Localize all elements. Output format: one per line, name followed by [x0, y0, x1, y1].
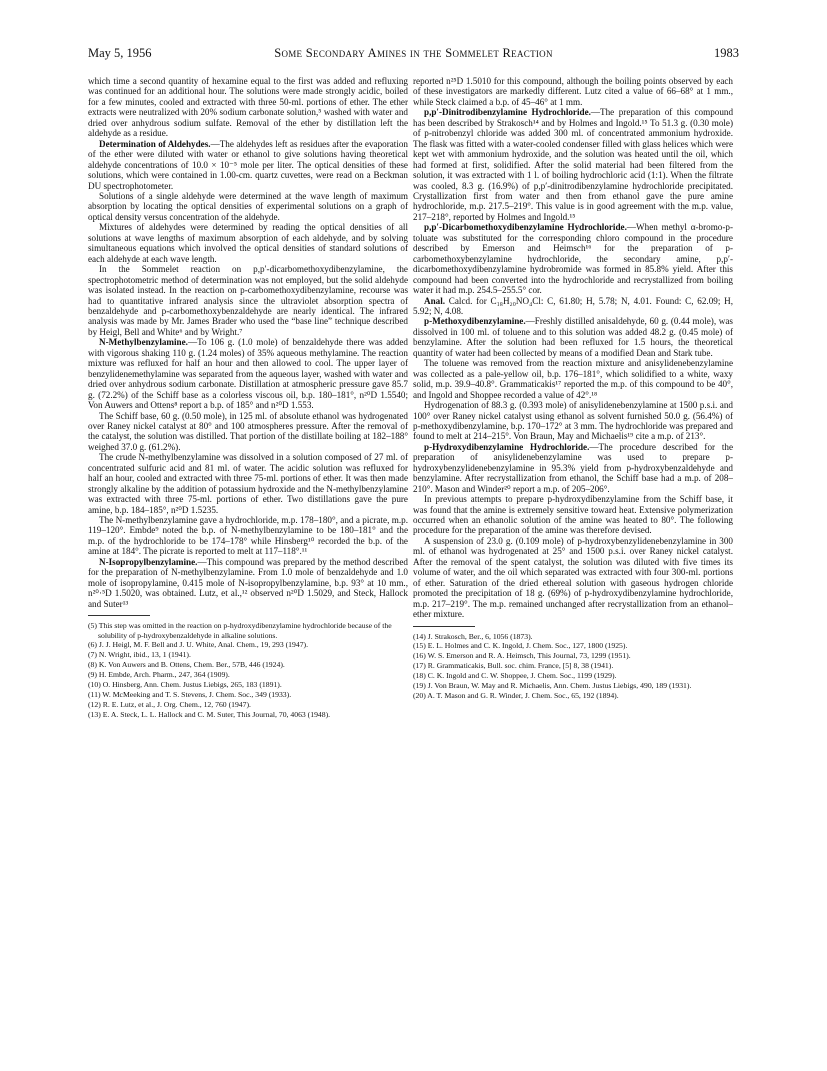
footnote: (8) K. Von Auwers and B. Ottens, Chem. Ber., 57B, 446 (1924).	[88, 660, 285, 670]
paragraph-text: In the Sommelet reaction on p,p′-dicarbomethoxydibenzylamine, the spectrophotometric method of determination was not employed, but the solid aldehyde was isolated instead. In the reaction on p-carbomethoxydibenzylamine, recourse was had to quantitative infrared analysis since the ultraviolet absorption spectra of benzaldehyde and p-carbomethoxybenzaldehyde are nearly identical. The infrared analysis was made by Mr. James Brader who used the “base line” technique described by Heigl, Bell and White⁶ and by Wright.⁷	[88, 264, 408, 337]
paragraph	[88, 515, 408, 557]
paragraph	[413, 76, 733, 107]
paragraph	[88, 76, 408, 139]
header-title: Some Secondary Amines in the Sommelet Reaction	[274, 46, 553, 60]
section-heading: N-Methylbenzylamine.	[99, 337, 188, 348]
paragraph	[88, 264, 408, 337]
section-heading: p,p′-Dinitrodibenzylamine Hydrochloride.	[424, 107, 591, 118]
header-date: May 5, 1956	[88, 46, 152, 60]
paragraph-text: —This compound was prepared by the method described for the preparation of N-methylbenzylamine. From 1.0 mole of benzaldehyde and 1.0 mole of isopropylamine, 0.415 mole of N-isopropylbenzylamine, b.p. 93° at 10 mm., n²⁰·⁵D 1.5020, was obtained. Lutz, et al.,¹² observed n²⁰D 1.5029, and Steck, Hallock and Suter¹³	[88, 556, 408, 609]
paragraph	[413, 107, 733, 222]
paragraph-text: reported n²⁵D 1.5010 for this compound, although the boiling points observed by each of these investigators are markedly different. Lutz cited a value of 66–68° at 1 mm., while Steck claimed a b.p. of 45–46° at 1 mm.	[413, 76, 733, 107]
footnote: (7) N. Wright, ibid., 13, 1 (1941).	[88, 650, 191, 660]
left-footnotes	[88, 621, 408, 719]
footnote: (17) R. Grammaticakis, Bull. soc. chim. France, [5] 8, 38 (1941).	[413, 661, 614, 671]
section-heading: Anal.	[424, 295, 446, 306]
paragraph-text: —Freshly distilled anisaldehyde, 60 g. (0.44 mole), was dissolved in 100 ml. of toluene and to this solution was added 48.2 g. (0.45 mole) of benzylamine. After the solution had been refluxed for 1.5 hours, the theoretical quantity of water had been collected by means of a modified Dean and Stark tube.	[413, 316, 733, 358]
right-column	[413, 76, 733, 701]
paragraph-text: Hydrogenation of 88.3 g. (0.393 mole) of anisylidenebenzylamine at 1500 p.s.i. and 100° over Raney nickel catalyst using ethanol as solvent furnished 50.0 g. (56.4%) of p-methoxydibenzylamine, b.p. 170–172° at 3 mm. The hydrochloride was prepared and found to melt at 214–215°. Von Braun, May and Michaelis¹⁹ cite a m.p. of 213°.	[413, 400, 733, 442]
paragraph-text: In previous attempts to prepare p-hydroxydibenzylamine from the Schiff base, it was found that the amine is extremely sensitive toward heat. Extensive polymerization occurred when an ethanolic solution of the amine was heated to 80°. The following procedure for the preparation of the amine was therefore devised.	[413, 494, 733, 536]
paragraph-text: Mixtures of aldehydes were determined by reading the optical densities of all solutions at wave lengths of maximum absorption of each aldehyde, and by solving simultaneous equations which involved the optical densities of standard solutions of each aldehyde at each wave length.	[88, 222, 408, 264]
footnote: (14) J. Strakosch, Ber., 6, 1056 (1873).	[413, 631, 533, 641]
section-heading: p-Methoxydibenzylamine.	[424, 316, 526, 327]
footnote-rule	[413, 626, 475, 627]
footnote-rule	[88, 615, 150, 616]
left-column	[88, 76, 408, 720]
paragraph-text: —The procedure described for the preparation of anisylidenebenzylamine was used to prepare p-hydroxybenzylidenebenzylamine in 95.3% yield from p-hydroxybenzaldehyde and benzylamine. After recrystallization from ethanol, the Schiff base had a m.p. of 208–210°. Mason and Winder²⁰ report a m.p. of 205–206°.	[413, 441, 733, 494]
footnote: (13) E. A. Steck, L. L. Hallock and C. M. Suter, This Journal, 70, 4063 (1948).	[88, 709, 331, 719]
paragraph-text: which time a second quantity of hexamine equal to the first was added and refluxing was continued for an additional hour. The solutions were made strongly acidic, boiled for a few minutes, cooled and extracted with three 50-ml. portions of ether. The ether extracts were neutralized with 20% sodium carbonate solution,⁵ washed with water and dried over anhydrous sodium sulfate. Removal of the ether by distillation left the aldehyde as a residue.	[88, 76, 408, 139]
paragraph-text: —The preparation of this compound has been described by Strakosch¹⁴ and by Holmes and Ingold.¹⁵ To 51.3 g. (0.30 mole) of p-nitrobenzyl chloride was added 300 ml. of concentrated ammonium hydroxide. The flask was fitted with a water-cooled condenser filled with glass helices which were kept wet with ammonium hydroxide, and the solution was heated until the oil, which had formed at first, solidified. After the solid material had been filtered from the solution, it was extracted with 1 l. of boiling hydrochloric acid (1:1). When the filtrate was cooled, 8.3 g. (16.9%) of p,p′-dinitrodibenzylamine hydrochloride precipitated. Crystallization first from water and then from ethanol gave the pure amine hydrochloride, m.p. 217.5–219°. This value is in good agreement with the m.p. value, 217–218°, reported by Holmes and Ingold.¹⁵	[413, 107, 734, 222]
section-heading: N-Isopropylbenzylamine.	[99, 556, 198, 567]
paragraph	[88, 411, 408, 453]
paragraph	[413, 494, 733, 536]
paragraph-text: The N-methylbenzylamine gave a hydrochloride, m.p. 178–180°, and a picrate, m.p. 119–120°. Embde⁹ noted the b.p. of N-methylbenzylamine to be 180–181° and the m.p. of the hydrochloride to be 174–178° while Hinsberg¹⁰ recorded the b.p. of the amine at 184°. The picrate is reported to melt at 117–118°.¹¹	[88, 515, 408, 557]
paragraph-text: —To 106 g. (1.0 mole) of benzaldehyde there was added with vigorous shaking 110 g. (1.24 moles) of 35% aqueous methylamine. The reaction mixture was refluxed for half an hour and then allowed to cool. The upper layer of benzylidenemethylamine was separated from the aqueous layer, washed with water and dried over anhydrous sodium carbonate. Distillation at atmospheric pressure gave 85.7 g. (72.2%) of the Schiff base as a colorless viscous oil, b.p. 180–181°, n²⁰D 1.5540; Von Auwers and Ottens⁸ report a b.p. of 185° and n²⁰D 1.553.	[88, 337, 408, 411]
paragraph-text: —The aldehydes left as residues after the evaporation of the ether were diluted with water or ethanol to give solutions having theoretical aldehyde concentrations of 10.0 × 10⁻⁵ mole per liter. The optical densities of these solutions, which were contained in 1.00-cm. quartz cuvettes, were read on a Beckman DU spectrophotometer.	[88, 138, 408, 191]
paragraph	[413, 316, 733, 358]
paragraph	[413, 296, 733, 317]
footnote: (10) O. Hinsberg, Ann. Chem. Justus Liebigs, 265, 183 (1891).	[88, 680, 282, 690]
paragraph	[88, 337, 408, 410]
paragraph-text: The crude N-methylbenzylamine was dissolved in a solution composed of 27 ml. of concentrated sulfuric acid and 81 ml. of water. The acidic solution was refluxed for half an hour, cooled and extracted with three 75-ml. portions of ether. It was then made strongly alkaline by the addition of potassium hydroxide and the N-methylbenzylamine was extracted with three 75-ml. portions of ether. Two distillations gave the pure amine, b.p. 184–185°, n²⁰D 1.5235.	[88, 452, 408, 515]
paragraph	[413, 536, 733, 620]
paragraph-text: The Schiff base, 60 g. (0.50 mole), in 125 ml. of absolute ethanol was hydrogenated over Raney nickel catalyst at 80° and 100 atmospheres pressure. After the removal of the catalyst, the solution was distilled. That portion of the distillate boiling at 182–188° weighed 37.0 g. (61.2%).	[88, 410, 408, 452]
section-heading: p,p′-Dicarbomethoxydibenzylamine Hydrochloride.	[424, 222, 627, 233]
running-header	[88, 46, 739, 62]
paragraph	[88, 222, 408, 264]
left-column-body	[88, 76, 408, 609]
footnote: (9) H. Embde, Arch. Pharm., 247, 364 (1909).	[88, 670, 230, 680]
footnote: (20) A. T. Mason and G. R. Winder, J. Chem. Soc., 65, 192 (1894).	[413, 691, 619, 700]
paragraph	[413, 442, 733, 494]
paragraph	[413, 222, 733, 295]
paragraph	[88, 139, 408, 191]
paragraph-text: A suspension of 23.0 g. (0.109 mole) of p-hydroxybenzylidenebenzylamine in 300 ml. of ethanol was hydrogenated at 25° and 1500 p.s.i. over Raney nickel catalyst. After the removal of the spent catalyst, the solution was diluted with five times its volume of water, and the oil which separated was extracted with four 300-ml. portions of ether. Saturation of the dried ethereal solution with gaseous hydrogen chloride promoted the precipitation of 18 g. (69%) of p-hydroxydibenzylamine hydrochloride, m.p. 217–219°. The m.p. remained unchanged after recrystallization from an ethanol–ether mixture.	[413, 535, 733, 620]
footnote: (19) J. Von Braun, W. May and R. Michaelis, Ann. Chem. Justus Liebigs, 490, 189 (1931).	[413, 681, 692, 691]
footnote: (16) W. S. Emerson and R. A. Heimsch, This Journal, 73, 1299 (1951).	[413, 651, 631, 661]
footnote: (6) J. J. Heigl, M. F. Bell and J. U. White, Anal. Chem., 19, 293 (1947).	[88, 640, 309, 650]
paragraph	[413, 358, 733, 400]
paragraph	[88, 191, 408, 222]
footnote: (15) E. L. Holmes and C. K. Ingold, J. Chem. Soc., 127, 1800 (1925).	[413, 641, 628, 651]
footnote: (5) This step was omitted in the reaction on p-hydroxydibenzylamine hydrochloride because of the solubility of p-hydroxybenzaldehyde in alkaline solutions.	[88, 621, 392, 640]
paragraph	[413, 400, 733, 442]
paragraph-text: Calcd. for C₁₈H₂₀NO₄Cl: C, 61.80; H, 5.78; N, 4.01. Found: C, 62.09; H, 5.92; N, 4.08.	[413, 295, 733, 316]
footnote: (18) C. K. Ingold and C. W. Shoppee, J. Chem. Soc., 1199 (1929).	[413, 671, 617, 681]
right-footnotes	[413, 632, 733, 701]
footnote: (11) W. McMeeking and T. S. Stevens, J. Chem. Soc., 349 (1933).	[88, 689, 292, 699]
paragraph-text: —When methyl α-bromo-p-toluate was substituted for the corresponding chloro compound in the procedure described by Emerson and Heimsch¹⁶ for the preparation of p-carbomethoxybenzylamine hydrochloride, the secondary amine, p,p′-dicarbomethoxydibenzylamine hydrobromide was formed in 85.8% yield. After this compound had been converted into the hydrochloride and recrystallized from boiling water it had m.p. 254.5–255.5° cor.	[413, 222, 734, 296]
section-heading: p-Hydroxydibenzylamine Hydrochloride.	[424, 441, 590, 452]
page-number: 1983	[714, 46, 739, 60]
paragraph	[88, 452, 408, 515]
right-column-body	[413, 76, 733, 620]
paragraph-text: The toluene was removed from the reaction mixture and anisylidenebenzylamine was collected as a pale-yellow oil, b.p. 176–181°, which solidified to a white, waxy solid, m.p. 39.9–40.8°. Grammaticakis¹⁷ reported the m.p. of this compound to be 40°, and Ingold and Shoppee recorded a value of 42°.¹⁸	[413, 358, 733, 400]
paragraph-text: Solutions of a single aldehyde were determined at the wave length of maximum absorption by locating the optical densities of experimental solutions on a graph of optical density versus concentration of the aldehyde.	[88, 190, 408, 222]
footnote: (12) R. E. Lutz, et al., J. Org. Chem., 12, 760 (1947).	[88, 699, 251, 709]
section-heading: Determination of Aldehydes.	[99, 138, 211, 149]
paragraph	[88, 557, 408, 609]
